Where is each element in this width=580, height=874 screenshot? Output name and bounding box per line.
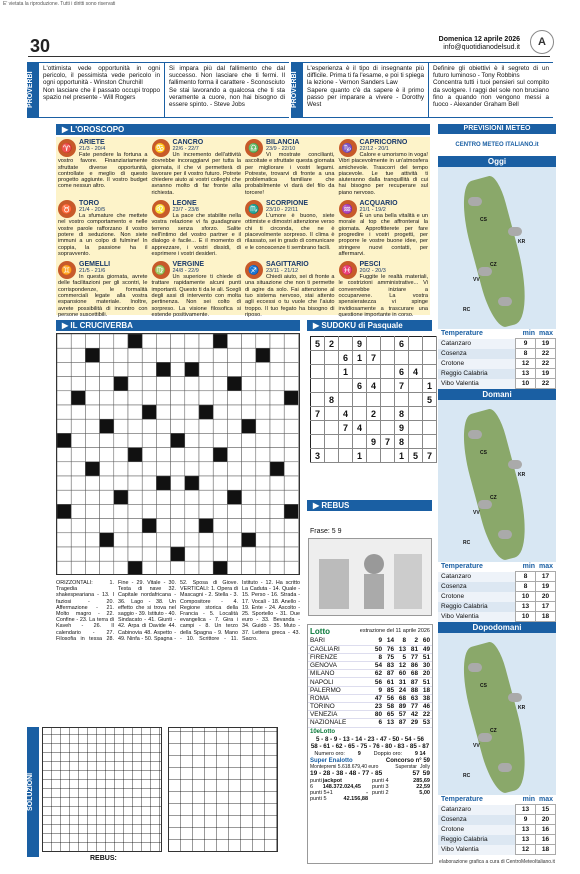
calabria-map: CS KR CZ VV RC [438,400,556,562]
sign-acquario: ♒ ACQUARIO 21/1 - 19/2 È un una bella vitalità e un morale al top che affronterai la giornata. Approfitterete per fare progredire i vostri progetti, per proporre le vostre buone idee, per stringere nuovi contatti, per affermarvi. [338,200,428,257]
zodiac-icon: ♒ [339,200,357,218]
sudoku-cell [409,379,423,393]
clues-orizzontali: ORIZZONTALI: 1. Tragedia shakespeariana - 13. I faziosi - 20. Affermazione - 21. Molto magro - 22. Confine - 23. La terra di Kaveh - 26. Il calendario - 27. Filosofia in tessa 28. Fine - 29. Vitale - 30. Testa di nave 32. Capitale nordafricana - 36. Lago - 38. Un effetto che si trova nel saggio - 39. Istituto - 40. Sindacato - 41. Giunti - 42. Arpa di Davide 44. Cabinovia 48. Aspetto - 49. Ninfa - 50. Spagna - 52. Sposa di Giove. [56,580,238,642]
temp-row: Vibo Valentia 10 18 [438,612,556,622]
sudoku-cell [409,393,423,407]
zodiac-icon: ♌ [152,200,170,218]
sudoku-cell: 7 [423,449,437,463]
proverbi-tag: PROVERBI [27,63,39,117]
temp-row: Crotone 13 16 [438,825,556,835]
cloud-icon [468,197,482,206]
sign-cancro: ♋ CANCRO 22/6 - 22/7 Un incremento dell'attività dovrebbe incoraggiarvi per tutta la giornata, il che vi permetterà di lavorare per il vostro futuro. Potrete chiedere aiuto ai vostri colleghi che avranno molto di far fronte alla richiesta. [151,139,241,196]
sign-scorpione: ♏ SCORPIONE 23/10 - 22/11 L'umore è buono, siete ottimiste e dimostri attenzione verso chi ti circonda, che ne è piacevolmente sorpreso. Il clima è rilassato, sei in grado di comunicare e le conoscenze ti sembrano facili. [245,200,335,251]
page-number: 30 [30,36,51,56]
proverb-quote: Si impara più dal fallimento che dal successo. Non lasciare che ti fermi. Il fallimento forma il carattere - Sconosciuto Se stai lavorando a qualcosa che ti sta veramente a cuore, non hai bisogno di essere spinto. - Steve Jobs [164,63,289,117]
sudoku-cell: 1 [395,449,409,463]
sudoku-cell: 7 [339,421,353,435]
zodiac-icon: ♉ [58,200,76,218]
sudoku-cell: 6 [395,337,409,351]
crossword-grid [56,333,300,575]
sudoku-cell: 1 [353,351,367,365]
calabria-map: CS KR CZ VV RC [438,633,556,795]
sudoku-cell [325,351,339,365]
zodiac-icon: ♏ [245,200,263,218]
sudoku-cell [311,379,325,393]
temp-row: Catanzaro 9 19 [438,339,556,349]
calabria-map: CS KR CZ VV RC [438,167,556,329]
cloud-icon [508,693,522,702]
newspaper-logo-icon: A [530,30,554,54]
zodiac-icon: ♑ [339,139,357,157]
superenalotto-numbers: 19 - 28 - 38 - 48 - 77 - 85 [310,769,383,777]
sudoku-cell: 6 [353,379,367,393]
sudoku-cell: 8 [395,407,409,421]
sudoku-cell: 7 [367,351,381,365]
cloud-icon [508,227,522,236]
diecielotto-line2: 58 - 61 - 62 - 65 - 75 - 76 - 80 - 83 - 85 - 87 [310,742,430,750]
doppio-oro: 9 14 [414,750,426,757]
sudoku-cell [409,435,423,449]
zodiac-icon: ♋ [152,139,170,157]
sudoku-cell [339,449,353,463]
meteo-panel-0: Oggi CS KR CZ VV RC Temperature min max Catanzaro 9 19 Cosenza 8 22 Crotone 12 22 Reggio Calabria 13 19 Vibo Valentia 10 22 [438,156,556,389]
sudoku-cell [381,379,395,393]
sudoku-cell [381,365,395,379]
sudoku-cell [367,449,381,463]
cloud-icon [468,430,482,439]
sudoku-cell [339,435,353,449]
sudoku-cell: 4 [339,407,353,421]
prize-row: punti 5 42.156,88 [310,795,368,802]
sudoku-cell [409,337,423,351]
meteo-panel-1: Domani CS KR CZ VV RC Temperature min max Catanzaro 8 17 Cosenza 8 19 Crotone 10 20 Reggio Calabria 13 17 Vibo Valentia 10 18 [438,389,556,622]
cloud-icon [478,267,492,276]
superstar-label: Superstar [395,763,417,770]
sign-ariete: ♈ ARIETE 21/3 - 20/4 Fate pendere la fortuna a vostro favore. Finanziariamente sfruttate diverse opportunità, controllate e meglio di questo progetto aggiunte. Il vostro budget come nessun altro. [58,139,148,190]
solution-crossword [42,727,162,852]
sudoku-cell [423,337,437,351]
oroscopo-title: ▶ L'OROSCOPO [56,124,430,135]
rebus-frase: Frase: 5 9 [310,528,342,535]
sudoku-cell [423,351,437,365]
sudoku-cell: 8 [325,393,339,407]
oroscopo-grid [56,137,430,318]
temp-row: Cosenza 9 20 [438,815,556,825]
temp-row: Cosenza 8 19 [438,582,556,592]
sudoku-cell [381,393,395,407]
lotto-row: CAGLIARI 50 76 13 81 49 [310,645,430,653]
proverb-quote: Definire gli obiettivi è il segreto di un futuro luminoso - Tony Robbins Concentra tutti i tuoi pensieri sul compito da svolgere. I raggi del sole non bruciano fino a quando non vengono messi a fuoco - Alexander Graham Bell [428,63,553,117]
sudoku-cell [381,407,395,421]
sudoku-cell [409,421,423,435]
lotto-row: BARI 9 14 8 2 60 [310,637,430,645]
sudoku-cell: 4 [353,421,367,435]
temp-row: Catanzaro 8 17 [438,572,556,582]
superenalotto-montepremi: Montepremi 5.618.679,40 euro [310,763,379,770]
sudoku-cell [339,393,353,407]
cloud-icon [498,530,512,539]
diecielotto-line1: 5 - 8 - 9 - 13 - 14 - 23 - 47 - 50 - 54 - 56 [316,735,424,743]
sign-vergine: ♍ VERGINE 24/8 - 22/9 Un superiore ti chiede di trattare rapidamente alcuni punti importanti. Questo ti da le ali. Scegli degli assi di intervento con molta pertinenza. Non sei colto di sorpreso. La visione filosofica si estende positivamente. [151,261,241,318]
sudoku-cell [311,435,325,449]
temperature-table [438,804,556,855]
meteo-column [438,124,556,864]
sudoku-cell [325,449,339,463]
sudoku-cell [395,393,409,407]
copyright-note: E' vietata la riproduzione. Tutti i diritti sono riservati [3,1,116,7]
prize-row: punti 3 22,59 [372,783,430,790]
header-info [439,36,520,52]
prize-row: punti 4 285,69 [372,777,430,784]
temp-row: Cosenza 8 22 [438,349,556,359]
sudoku-cell [311,393,325,407]
zodiac-icon: ♈ [58,139,76,157]
sudoku-cell [367,393,381,407]
sudoku-cell: 6 [395,365,409,379]
solution-sudoku [168,727,278,852]
temp-row: Vibo Valentia 12 18 [438,845,556,855]
cloud-icon [478,500,492,509]
sign-sagittario: ♐ SAGITTARIO 23/11 - 21/12 Chiedi aiuto, sei di fronte a una situazione che non ti permette di agire da solo. Fai attenzione al tuo sistema nervoso, stai attento agli eccessi o tu vuole che l'aiuto troppo. Il tuo fegato ha bisogno di riposo. [245,261,335,318]
sudoku-cell [325,421,339,435]
sign-leone: ♌ LEONE 23/7 - 23/8 La pace che stabilite nella vostra relazione vi fa guadagnare terreno senza sforzo. Salite nell'intimo del vostro partner e il dialogo è facile... E il momento di apprezzare, i vostri dissidi, di esprimere i vostri desideri. [151,200,241,257]
temp-row: Reggio Calabria 13 16 [438,835,556,845]
temperature-table [438,338,556,389]
zodiac-icon: ♓ [339,261,357,279]
header-rule [28,56,550,57]
temperature-header: Temperature min max [438,562,556,571]
sudoku-cell [423,435,437,449]
lotto-row: NAZIONALE 6 13 87 29 53 [310,719,430,727]
sudoku-cell: 1 [423,379,437,393]
sudoku-cell: 1 [339,365,353,379]
cloud-icon [498,763,512,772]
superenalotto-superstar: 59 [422,769,430,777]
temp-row: Reggio Calabria 13 19 [438,369,556,379]
sign-toro: ♉ TORO 21/4 - 20/5 La sfumature che mettete nel vostro comportamento e nelle vostre parole rafforzano il vostro potere di seduzione. Non siete immuni a un colpo di fulmine! In coppia, la passione ha il sopravvento. [58,200,148,257]
temp-row: Vibo Valentia 10 22 [438,379,556,389]
crossword-svg [57,334,299,574]
cloud-icon [508,460,522,469]
diecielotto-logo-icon: 10eLotto [310,728,336,735]
lotto-row: TORINO 23 58 89 77 46 [310,703,430,711]
temperature-header: Temperature min max [438,329,556,338]
temp-row: Crotone 12 22 [438,359,556,369]
header-email: info@quotidianodelsud.it [443,44,520,51]
superenalotto-concorso: Concorso n° 59 [385,757,430,764]
sudoku-cell: 4 [367,379,381,393]
proverbi-tag: PROVERBI [291,63,303,117]
sudoku-cell [311,421,325,435]
zodiac-icon: ♎ [245,139,263,157]
zodiac-icon: ♍ [152,261,170,279]
sudoku-cell [339,337,353,351]
prize-row: punti 6 jackpot 148.372.024,45 [310,777,361,790]
rebus-illustration [308,538,432,616]
rebus-drawing-icon [309,539,431,615]
sudoku-cell: 4 [409,365,423,379]
numero-oro-label: Numero oro: [314,750,345,757]
zodiac-icon: ♊ [58,261,76,279]
sudoku-cell: 5 [409,449,423,463]
sudoku-cell [325,379,339,393]
clues-verticali: VERTICALI: 1. Opera di Mascagni - 2. Stella - 3. Compositore - 4. Regione storica della Francia - 5. Località evangelica - 7. Gira i campi - 8. Un terzo della Spagna - 9. Mano - 10. Scrittore - 11. Istituto - 12. Ha scritto La Caduta - 14. Quale - 15. Perso - 16. Strada - 17. Vocali - 18. Anello - 19. Ente - 24. Ascolto - 25. Sportello - 31. Due euro - 33. Bevanda - 34. Guidò - 35. Muto - 37. Lettera greca - 43. Sacro. [180,580,300,642]
cruciverba-title: ▶ IL CRUCIVERBA [56,320,300,331]
sudoku-cell [423,421,437,435]
sudoku-cell: 6 [339,351,353,365]
sudoku-cell [381,351,395,365]
temp-row: Catanzaro 13 15 [438,805,556,815]
sudoku-cell [409,407,423,421]
sudoku-grid [310,336,437,463]
sign-capricorno: ♑ CAPRICORNO 22/12 - 20/1 Calore e umorismo in voga! Vibri piacevolmente in un'atmosfera amichevole. Trascorri del tempo piacevole. Le tue attività ti aiuteranno dalla tranquillità di cui hai bisogno per recuperare sul piano nervoso. [338,139,428,196]
lotto-box [307,624,433,864]
sudoku-cell [423,407,437,421]
rebus-solution-label: REBUS: [90,855,117,862]
lotto-row: FIRENZE 8 75 5 77 51 [310,653,430,661]
sudoku-cell: 5 [423,393,437,407]
sudoku-cell [339,379,353,393]
lotto-row: PALERMO 9 85 24 88 18 [310,686,430,694]
sudoku-cell: 9 [395,421,409,435]
sudoku-cell: 9 [367,435,381,449]
sudoku-title: ▶ SUDOKU di Pasquale Grande [307,320,432,331]
sudoku-cell [395,351,409,365]
meteo-panels [438,156,556,855]
prize-row: punti 5+1 - [310,789,368,796]
zodiac-icon: ♐ [245,261,263,279]
lotto-estrazione: estrazione del 11 aprile 2026 [359,628,430,634]
temp-row: Reggio Calabria 13 17 [438,602,556,612]
lotto-row: VENEZIA 80 65 57 42 22 [310,711,430,719]
proverb-quote: L'esperienza è il tipo di insegnante più difficile. Prima ti fa l'esame, e poi ti spiega la lezione - Vernon Sanders Law Sapere quanto c'è da sapere è il primo passo per imparare a vivere - Dorothy West [307,65,424,109]
doppio-oro-label: Doppio oro: [373,750,403,757]
sudoku-cell [381,421,395,435]
cloud-icon [478,733,492,742]
lotto-row: MILANO 62 87 60 68 20 [310,670,430,678]
lotto-logo-icon: Lotto [310,626,330,636]
sign-pesci: ♓ PESCI 20/2 - 20/3 Fuggite le realtà materiali, le costrizioni amministrative... Vi converrebbe iniziare a occuparvene. La vostra spensieratezza vi spinge invidiosamente a trascurare una questione importante in corso. [338,261,428,318]
sudoku-cell: 5 [311,337,325,351]
sign-gemelli: ♊ GEMELLI 21/5 - 21/6 In questa giornata, avrete delle facilitazioni per gli scontri, le corrispondenze, le formalità commerciali legate alla vostra espansione materiale. Inoltre, avrete possibilità di incontro con persone suscettibili. [58,261,148,318]
sudoku-cell [311,365,325,379]
meteo-panel-2: Dopodomani CS KR CZ VV RC Temperature min max Catanzaro 13 15 Cosenza 9 20 Crotone 13 16 Reggio Calabria 13 16 Vibo Valentia 12 18 [438,622,556,855]
sudoku-cell [409,351,423,365]
soluzioni-tag: SOLUZIONI [27,727,39,857]
cloud-icon [468,663,482,672]
superenalotto-logo-icon: Super Enalotto [310,757,353,764]
lotto-row: ROMA 47 56 68 63 38 [310,694,430,702]
sudoku-cell: 8 [395,435,409,449]
sudoku-cell [367,365,381,379]
proverbi-left [27,62,289,118]
sudoku-cell [423,365,437,379]
crossword-clues [56,580,300,722]
sudoku-cell [353,365,367,379]
sudoku-cell [367,337,381,351]
proverbi-right [291,62,553,118]
sign-bilancia: ♎ BILANCIA 23/9 - 22/10 Vi mostrate concilianti, ascoltate e sfruttate questa giornata per migliorare i vostri legami. Potreste, trovarvi di fronte a una problematica familiare che probabilmente vi darà del filo da torcere! [245,139,335,196]
sudoku-cell: 2 [325,337,339,351]
sudoku-cell [353,393,367,407]
sudoku-cell [353,435,367,449]
superenalotto-jolly: 57 [412,769,420,777]
sudoku-cell [311,351,325,365]
sudoku-cell: 2 [367,407,381,421]
jolly-label: Jolly [419,763,430,770]
meteo-brand: CENTRO METEO ITALIANO.it [438,134,556,156]
sudoku-cell [381,337,395,351]
temp-row: Crotone 10 20 [438,592,556,602]
superenalotto-prizes [308,777,432,803]
prize-row: punti 2 5,00 [372,789,430,796]
sudoku-cell [367,421,381,435]
lotto-row: NAPOLI 56 61 31 87 51 [310,678,430,686]
temperature-header: Temperature min max [438,795,556,804]
proverb-quote: L'ottimista vede opportunità in ogni pericolo, il pessimista vede pericolo in ogni opportunità - Winston Churchill Non lasciare che il passato occupi troppo spazio nel presente - Will Rogers [43,65,160,101]
lotto-row: GENOVA 54 83 12 86 30 [310,662,430,670]
sudoku-cell: 7 [395,379,409,393]
sudoku-cell: 7 [311,407,325,421]
sudoku-cell [325,435,339,449]
sudoku-cell: 3 [311,449,325,463]
header-date: Domenica 12 aprile 2026 [438,36,520,43]
cloud-icon [498,297,512,306]
meteo-footer: elaborazione grafica a cura di CentroMeteoItaliano.it [439,859,555,865]
meteo-title: PREVISIONI METEO [438,124,556,134]
sudoku-cell: 1 [353,449,367,463]
sudoku-cell [325,407,339,421]
temperature-table [438,571,556,622]
lotto-table [308,637,432,728]
sudoku-cell [381,449,395,463]
rebus-title: ▶ REBUS [307,500,432,511]
numero-oro: 9 [357,750,361,757]
sudoku-cell [325,365,339,379]
sudoku-cell: 7 [381,435,395,449]
sudoku-cell: 9 [353,337,367,351]
sudoku-cell [353,407,367,421]
